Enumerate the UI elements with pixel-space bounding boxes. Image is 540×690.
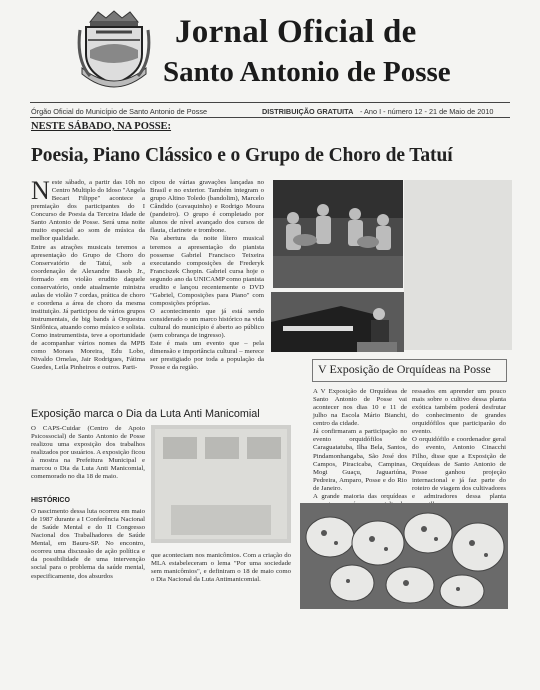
- municipal-crest-image: [76, 10, 152, 92]
- orchid-column-1: A V Exposição de Orquídeas de Santo Antonio de Posse vai acontecer nos dias 10 e 11 de julho na Escola Mário Bianchi, centro da cidade. Já confirmaram a participação no evento orquidófilos de Caraguatatuba, Ilha Bela, Santos, Pindamonhangaba, São José dos Campos, Piracicaba, Campinas, Mogi Guaçu, Jaguariúna, Pedreira, Amparo, Posse e do Rio de Janeiro. A grande maioria das orquídeas: [313, 388, 407, 500]
- caps-heading: Exposição marca o Dia da Luta Anti Manicomial: [31, 408, 260, 420]
- masthead-title-line2: Santo Antonio de Posse: [163, 56, 451, 88]
- caps-exhibition-photo: [151, 425, 291, 543]
- lead-kicker: NESTE SÁBADO, NA POSSE:: [31, 121, 172, 132]
- caps-column-1b: O nascimento dessa luta ocorreu em maio de 1987 durante a I Conferência Nacional de Saúde Mental e do II Congresso Nacional dos Trabalhadores de Saúde Mental, em Bauru-SP. No encontro, ocorreu uma discussão de ação política e da possibilidade de uma intervenção social para o problema da saúde mental, especificamente, dos absurdos: [31, 508, 145, 580]
- lead-headline: Poesia, Piano Clássico e o Grupo de Choro de Tatuí: [31, 145, 453, 166]
- orchid-heading: V Exposição de Orquídeas na Posse: [318, 362, 491, 376]
- orchid-column-2: ressados em aprender um pouco mais sobre o cultivo dessa planta exótica também poderá desfrutar do conhecimento de grandes orquidófilos que participarão do evento. O orquidófilo e coordenador geral do evento, Antonio Cinacchi Filho, disse que a Exposição de Orquídeas de Santo Antonio de Posse ganhou projeção internacional e já faz parte do roteiro de viagem dos cultivadores e admiradores dessa planta: [412, 388, 506, 500]
- lead-dropcap: N: [31, 176, 50, 205]
- infobar-issue: - Ano I - número 12 - 21 de Maio de 2010: [360, 107, 494, 116]
- caps-column-1: O CAPS-Cuidar (Centro de Apoio Psicossocial) de Santo Antonio de Posse realizou uma exposição dos trabalhos realizados por usuários. A exposição ficou à mostra na Prefeitura Municipal e marcou o Dia da Luta Anti Manicomial, comemorado no dia 18 de maio.: [31, 425, 145, 481]
- caps-subhead: HISTÓRICO: [31, 497, 70, 504]
- orchid-flowers-photo: [300, 503, 508, 609]
- lead-column-1-text: este sábado, a partir das 10h no Centro Multiplo do Idoso "Angela Becari Filippe" acontece a premiação dos participantes do I Concurso de Poesia da Terceira Idade de Santo Antonio de Posse. Será uma noite muito especial ao som de música da melhor qualidade. Entre as atrações musicais teremos a apresentação do Grupo de Choro do Conservatório de Tatuí, sob a coordenação de Alexandre Basob Jr., formado em violão erudito daquele conservatório, onde atualmente ministra aulas de violão 7 cordas, prática de choro e coordena a área de choro da mesma instituição. Já participou de vários grupos instrumentais, de big bands à Orquestra Sinfônica, atuando como músico e solista. Como instrumentista, teve a oportunidade de acompanhar vários nomes da MPB como Moraes Moreira, Edu Lobo, Nivaldo Ornelas, Jair Rodrigues, Fátima Guedes, Leila Pinheiros e outros. Parti-: [31, 179, 145, 372]
- choro-group-photo: [273, 180, 403, 288]
- caps-column-2: que aconteciam nos manicômios. Com a criação do MLA estabeleceram o lema "Por uma sociedade sem manicômios", e definiram o 18 de maio como o Dia Nacional da Luta Antimanicomial.: [151, 552, 291, 584]
- pianist-photo: [271, 292, 404, 352]
- lead-column-1: [31, 176, 145, 372]
- infobar-distribution: DISTRIBUIÇÃO GRATUITA: [262, 107, 354, 116]
- masthead-divider: [30, 102, 510, 103]
- lead-photo-bleed: [404, 180, 512, 350]
- lead-column-2: cipou de várias gravações lançadas no Brasil e no exterior. Também integram o grupo Altino Toledo (bandolim), Marcelo Cândido (cavaquinho) e Rodrigo Moura (pandeiro). O grupo é completado por alunos de nível avançado dos cursos de flauta, clarinete e trombone. Na abertura da noite lítero musical teremos a apresentação do pianista possense Gabriel Francisco Teixeira executando composições de Frederyk Franciszek Chopin. Gabriel cursa hoje o segundo ano da UNICAMP como pianista erudito e lançou recentemente o DVD "Gabriel, Composições para Piano" com composições próprias. O acontecimento que já está sendo considerado o um marco histórico na vida cultural do município é aberto ao público (sem cobrança de ingresso). Este é mais um evento que – pela dimensão e importância cultural – merece ser prestigiado por toda a população da Posse e da região.: [150, 179, 264, 372]
- infobar-organ: Órgão Oficial do Município de Santo Antonio de Posse: [31, 107, 208, 116]
- masthead-title-line1: Jornal Oficial de: [175, 14, 417, 50]
- infobar-divider: [30, 117, 510, 118]
